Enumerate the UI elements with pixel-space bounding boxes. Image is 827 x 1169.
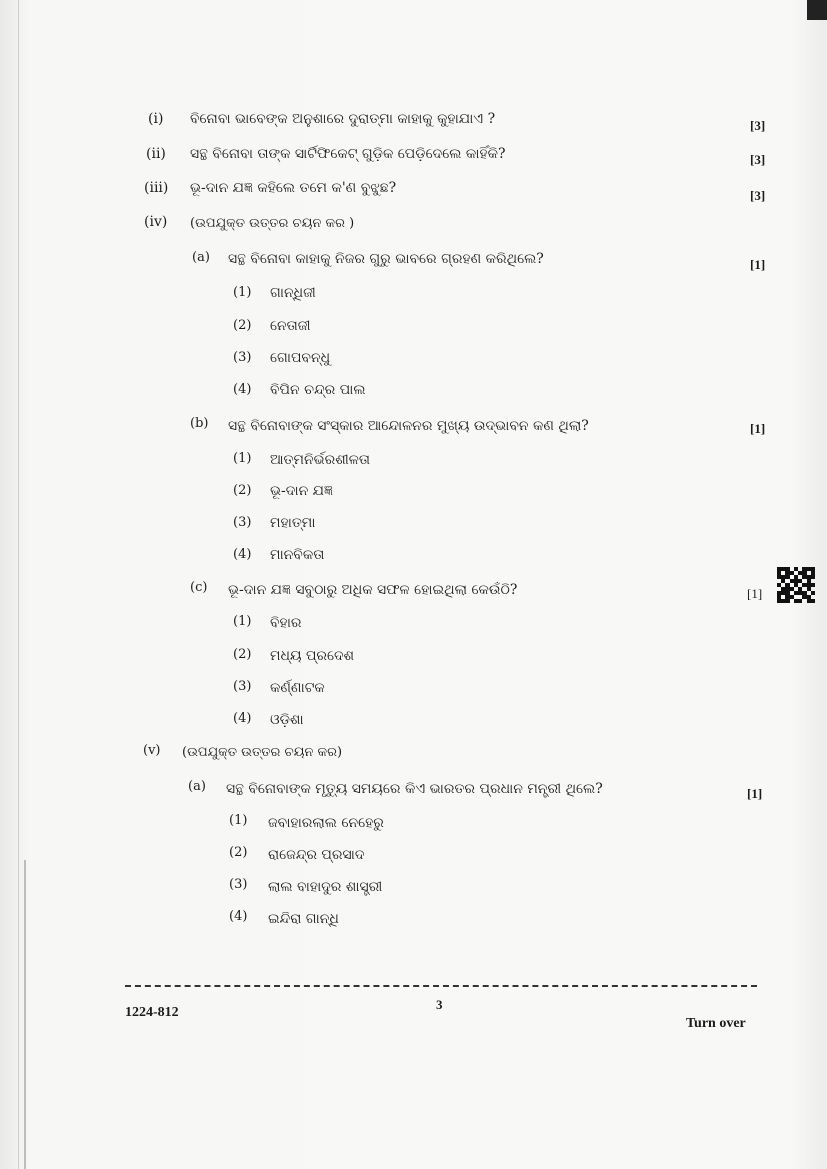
page-edge-line [18, 0, 19, 1169]
part-label: (a) [188, 779, 206, 794]
option-number: (3) [233, 350, 252, 365]
qr-code [777, 567, 815, 603]
part-label: (b) [190, 416, 209, 431]
option-number: (3) [233, 679, 252, 694]
option-text: ଆତ୍ମନିର୍ଭରଶୀଳତା [270, 452, 370, 468]
option-text: କର୍ଣ୍ଣାଟକ [270, 680, 325, 696]
option-number: (4) [233, 711, 252, 726]
option-number: (2) [233, 318, 252, 333]
scan-corner-shadow [807, 0, 827, 20]
option-text: ମହାତ୍ମା [270, 515, 316, 531]
question-marks: [3] [750, 188, 766, 203]
turn-over-note: Turn over [686, 1016, 746, 1031]
option-text: ଜବାହାରଲାଲ ନେହେରୁ [268, 815, 384, 831]
option-number: (4) [233, 382, 252, 397]
part-label: (c) [190, 580, 208, 595]
part-text: ସନ୍ଥ ବିନୋବା କାହାକୁ ନିଜର ଗୁରୁ ଭାବରେ ଗ୍ରହଣ କରିଥିଲେ? [228, 251, 544, 267]
option-number: (4) [233, 547, 252, 562]
question-number: (v) [143, 743, 161, 758]
option-text: ଗୋପବନ୍ଧୁ [270, 350, 331, 366]
question-text: ବିନୋବା ଭାବେଙ୍କ ଅନୁଶାରେ ଦୁରାତ୍ମା କାହାକୁ କୁହାଯାଏ ? [190, 111, 496, 127]
paper-code: 1224-812 [125, 1005, 179, 1020]
option-number: (2) [229, 845, 248, 860]
option-number: (1) [229, 813, 248, 828]
question-text: ଭୂ-ଦାନ ଯଜ୍ଞ କହିଲେ ତମେ କ'ଣ ବୁଝୁଛ? [190, 180, 397, 196]
option-number: (1) [233, 451, 252, 466]
part-text: ସନ୍ଥ ବିନୋବାଙ୍କ ସଂସ୍କାର ଆନ୍ଦୋଳନର ମୁଖ୍ୟ ଉଦ୍ଭାବନ କଣ ଥିଲା? [228, 418, 589, 434]
option-text: ମାନବିକତା [270, 547, 325, 563]
option-text: ରାଜେନ୍ଦ୍ର ପ୍ରସାଦ [268, 847, 365, 863]
question-marks: [3] [750, 152, 766, 167]
part-text: ସନ୍ଥ ବିନୋବାଙ୍କ ମୃତ୍ୟୁ ସମୟରେ କିଏ ଭାରତର ପ୍ରଧାନ ମନ୍ତ୍ରୀ ଥିଲେ? [226, 781, 603, 797]
option-text: ଲାଲ ବାହାଦୁର ଶାସ୍ତ୍ରୀ [268, 879, 383, 895]
question-text: ସନ୍ଥ ବିନୋବା ତାଙ୍କ ସାର୍ଟିଫିକେଟ୍ ଗୁଡ଼ିକ ପେଡ଼ିଦେଲେ କାହିଁକି? [190, 146, 506, 162]
option-text: ଭୂ-ଦାନ ଯଜ୍ଞ [270, 483, 333, 499]
part-label: (a) [192, 250, 210, 265]
option-text: ନେତାଜୀ [270, 318, 311, 334]
part-marks: [1] [747, 786, 763, 801]
footer-divider [125, 985, 757, 987]
part-text: ଭୂ-ଦାନ ଯଜ୍ଞ ସବୁଠାରୁ ଅଧିକ ସଫଳ ହୋଇଥିଲା କେଉଁଠି? [228, 582, 518, 598]
option-text: ଗାନ୍ଧିଜୀ [270, 285, 316, 301]
question-number: (iv) [144, 214, 168, 230]
option-number: (1) [233, 614, 252, 629]
part-marks: [1] [747, 586, 763, 601]
question-number: (ii) [146, 146, 166, 162]
option-text: ଓଡ଼ିଶା [270, 712, 304, 728]
option-number: (4) [229, 909, 248, 924]
option-number: (2) [233, 647, 252, 662]
question-instruction: (ଉପଯୁକ୍ତ ଉତ୍ତର ଚୟନ କର) [182, 745, 343, 760]
question-number: (i) [148, 111, 164, 127]
question-instruction: (ଉପଯୁକ୍ତ ଉତ୍ତର ଚୟନ କର ) [190, 216, 355, 231]
question-marks: [3] [750, 118, 766, 133]
option-text: ବିହାର [270, 615, 302, 631]
page-edge-shadow [24, 860, 26, 1169]
option-text: ଇନ୍ଦିରା ଗାନ୍ଧି [268, 911, 339, 927]
option-text: ବିପିନ ଚନ୍ଦ୍ର ପାଲ [270, 382, 366, 398]
option-number: (2) [233, 483, 252, 498]
option-number: (1) [233, 285, 252, 300]
part-marks: [1] [750, 257, 766, 272]
option-text: ମଧ୍ୟ ପ୍ରଦେଶ [270, 648, 355, 664]
part-marks: [1] [750, 421, 766, 436]
option-number: (3) [233, 515, 252, 530]
question-number: (iii) [144, 180, 169, 196]
page-number: 3 [436, 997, 443, 1012]
option-number: (3) [229, 877, 248, 892]
